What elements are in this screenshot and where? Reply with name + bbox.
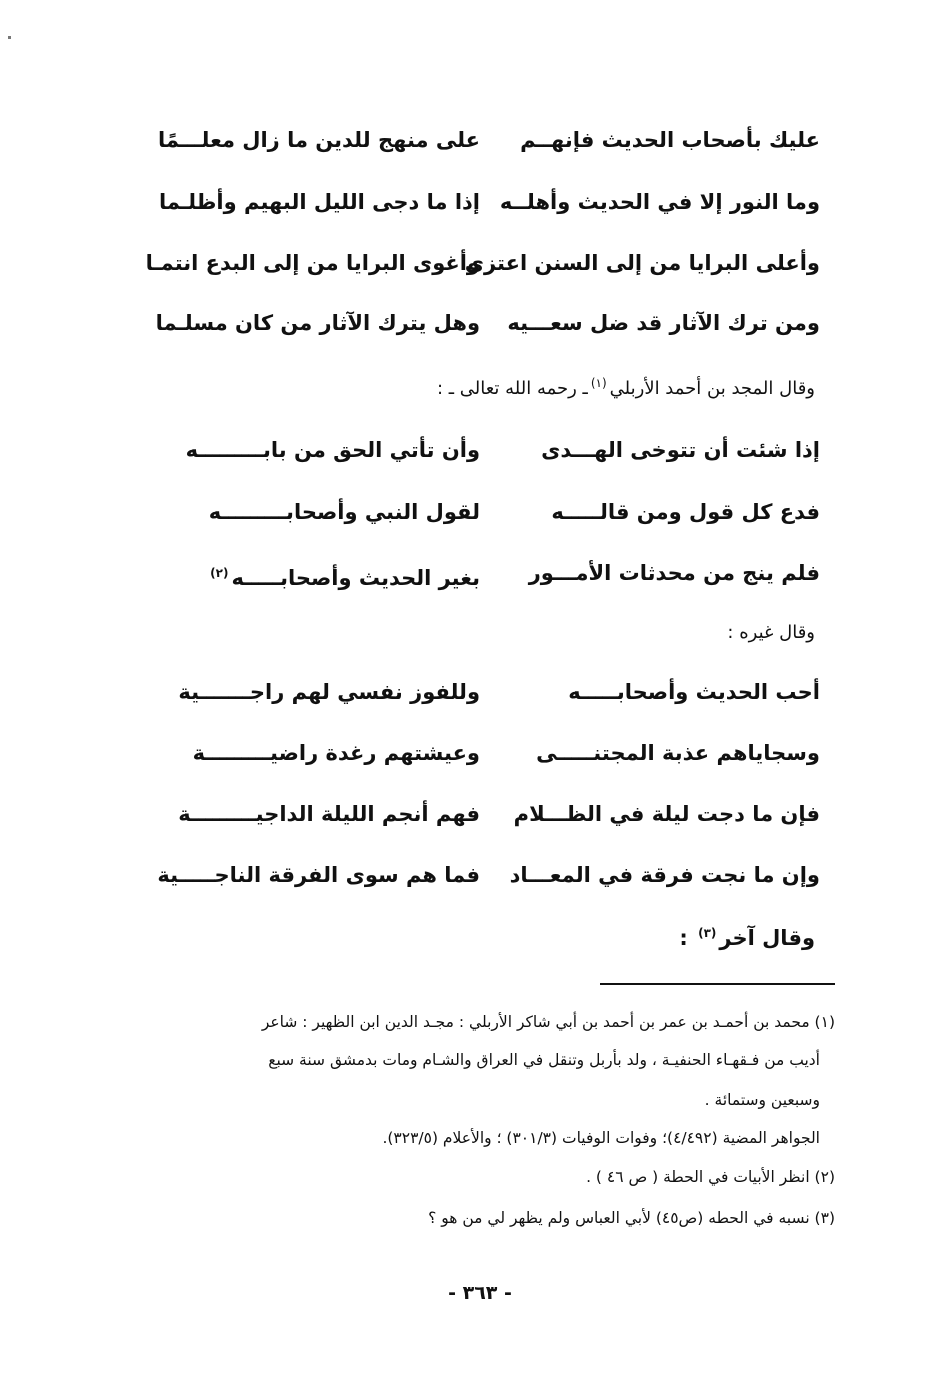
verse-first-hemistich: أحب الحديث وأصحابـــــه [568,680,820,704]
verse-line [180,789,820,839]
verse-second-hemistich: وعيشتهم رغدة راضيـــــــــة [192,741,480,765]
footnote-3: (٣) نسبه في الحطه (ص٤٥) لأبي العباس ولم يظهر لي من هو ؟ [428,1209,835,1227]
intro-text: وقال المجد بن أحمد الأربلي [609,378,815,399]
footnote-1-line: أديب من فـقهـاء الحنفيـة ، ولد بأربل وتنقل في العراق والشـام ومات بدمشق سنة سبع [268,1051,820,1069]
verse-line [158,115,820,165]
footnote-2: (٢) انظر الأبيات في الحطة ( ص ٤٦ ) . [586,1168,835,1186]
verse-second-hemistich: وأن تأتي الحق من بابـــــــــه [185,438,480,462]
page-number: - ٣٦٣ - [448,1282,512,1304]
footnote-reference: (١) [590,376,607,390]
footnote-1-line: (١) محمد بن أحمـد بن عمر بن أحمد بن أبي شاكر الأربلي : مجـد الدين ابن الظهير : شاعر [261,1013,835,1031]
footnote-separator [600,983,835,985]
footnote-reference: (٣) [698,926,717,940]
intro-text: ـ رحمه الله تعالى ـ : [436,378,588,399]
hemistich-text: بغير الحديث وأصحابـــــه [231,566,480,590]
verse-line [180,487,820,537]
verse-second-hemistich: وللفوز نفسي لهم راجـــــــية [178,680,480,704]
verse-first-hemistich: وسجاياهم عذبة المجتنـــــى [536,741,820,765]
poem-introduction [175,618,815,648]
verse-second-hemistich: وأغوى البرايا من إلى البدع انتمـا [145,251,480,275]
verse-second-hemistich: فما هم سوى الفرقة الناجـــــية [157,863,480,887]
verse-first-hemistich: فلم ينج من محدثات الأمـــور [528,561,820,585]
scan-speck [8,36,11,39]
verse-first-hemistich: فدع كل قول ومن قالـــــه [551,500,820,524]
verse-line [180,728,820,778]
verse-first-hemistich: ومن ترك الآثار قد ضل سعـــيه [507,311,820,335]
verse-line [155,298,820,348]
verse-first-hemistich: وما النور إلا في الحديث وأهلــه [499,190,820,214]
verse-first-hemistich: فإن ما دجت ليلة في الظـــلام [513,802,820,826]
verse-line [158,177,820,227]
verse-second-hemistich: فهم أنجم الليلة الداجيـــــــــة [178,802,480,826]
verse-line [180,425,820,475]
verse-second-hemistich: إذا ما دجى الليل البهيم وأظلـما [158,190,480,214]
verse-first-hemistich: عليك بأصحاب الحديث فإنهــم [520,128,820,152]
verse-line [180,548,820,598]
intro-text: وقال غيره : [727,622,815,643]
verse-second-hemistich: لقول النبي وأصحابـــــــــه [208,500,480,524]
intro-text: وقال آخر [719,926,815,950]
verse-first-hemistich: وأعلى البرايا من إلى السنن اعتزى [464,251,820,275]
verse-second-hemistich: على منهج للدين ما زال معلـــمًا [158,128,480,152]
verse-first-hemistich: وإن ما نجت فرقة في المعـــاد [509,863,820,887]
verse-line [145,238,820,288]
verse-line [157,850,820,900]
verse-line [180,667,820,717]
poem-introduction [175,918,815,953]
verse-second-hemistich [180,548,480,603]
verse-first-hemistich: إذا شئت أن تتوخى الهـــدى [541,438,820,462]
intro-colon: : [679,926,688,950]
footnote-1-line: وسبعين وستمائة . [704,1091,820,1109]
poem-introduction [175,368,815,404]
footnote-1-sources: الجواهر المضية (٤/٤٩٢)؛ وفوات الوفيات (٣٠١/٣) ؛ والأعلام (٣٢٣/٥). [382,1129,820,1147]
footnote-reference: (٢) [210,566,229,580]
verse-second-hemistich: وهل يترك الآثار من كان مسلـما [155,311,480,335]
